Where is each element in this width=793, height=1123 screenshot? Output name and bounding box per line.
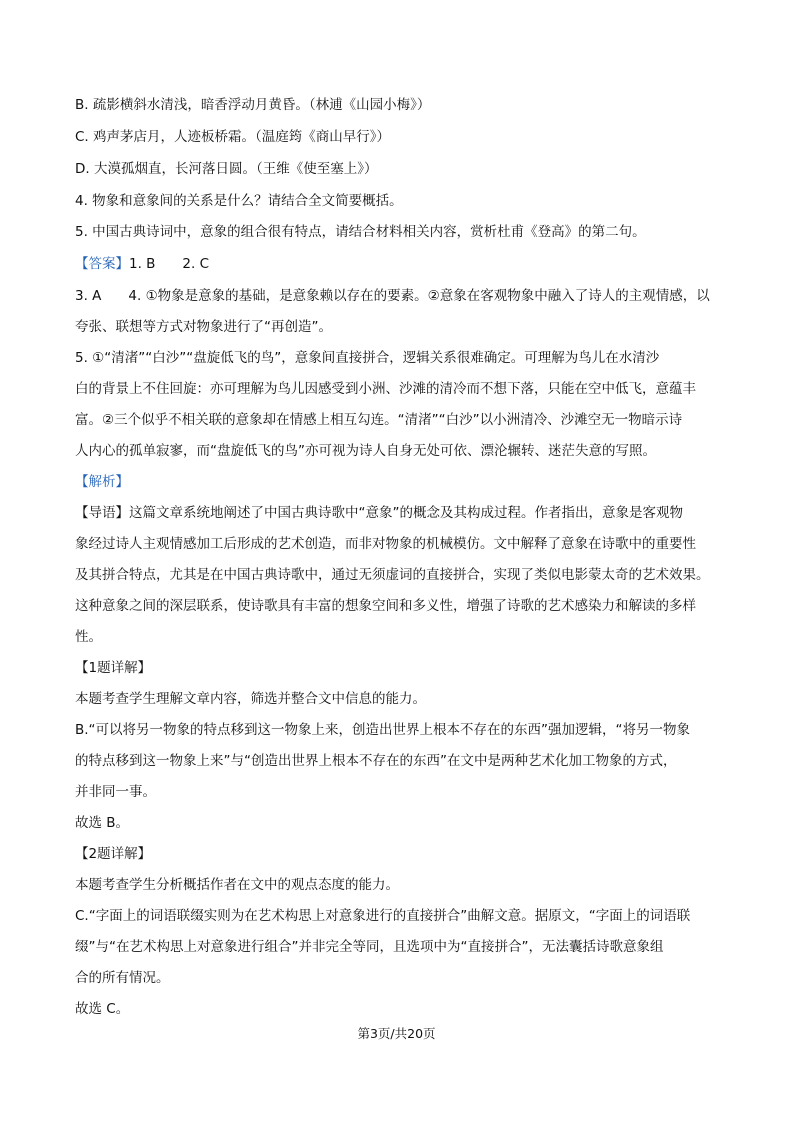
- intro-line-2: 象经过诗人主观情感加工后形成的艺术创造，而非对物象的机械模仿。文中解释了意象在诗歌中的重要性: [75, 536, 696, 552]
- intro-line-4: 这种意象之间的深层联系，使诗歌具有丰富的想象空间和多义性，增强了诗歌的艺术感染力和解读的多样: [75, 598, 696, 614]
- q1-detail-line-1: 本题考查学生理解文章内容，筛选并整合文中信息的能力。: [75, 691, 426, 707]
- q2-detail-line-1: 本题考查学生分析概括作者在文中的观点态度的能力。: [75, 877, 399, 893]
- answer-3-4-line: 3. A 4. ①物象是意象的基础，是意象赖以存在的要素。②意象在客观物象中融入了诗人的主观情感，以: [75, 288, 710, 304]
- intro-line-1: 【导语】这篇文章系统地阐述了中国古典诗歌中“意象”的概念及其构成过程。作者指出，意象是客观物: [75, 505, 683, 521]
- answer-5-line-2: 白的背景上不住回旋：亦可理解为鸟儿因感受到小洲、沙滩的清冷而不想下落，只能在空中低飞，意蕴丰: [75, 381, 696, 397]
- page-number-footer: 第3页/共20页: [357, 1026, 436, 1041]
- q2-detail-line-3: 缀”与“在艺术构思上对意象进行组合”并非完全等同，且选项中为“直接拼合”，无法囊括诗歌意象组: [75, 939, 664, 955]
- q1-detail-line-2: B.“可以将另一物象的特点移到这一物象上来，创造出世界上根本不存在的东西”强加逻辑，“将另一物象: [75, 722, 691, 738]
- q1-conclusion: 故选 B。: [75, 815, 130, 831]
- intro-line-3: 及其拼合特点，尤其是在中国古典诗歌中，通过无须虚词的直接拼合，实现了类似电影蒙太奇的艺术效果。: [75, 567, 710, 583]
- answer-4-cont-line: 夸张、联想等方式对物象进行了“再创造”。: [75, 319, 332, 335]
- analysis-tag: 【解析】: [75, 474, 129, 490]
- intro-line-5: 性。: [75, 629, 102, 645]
- question-4-line: 4. 物象和意象间的关系是什么？请结合全文简要概括。: [75, 193, 403, 209]
- answer-5-line-4: 人内心的孤单寂寥，而“盘旋低飞的鸟”亦可视为诗人自身无处可依、漂沦辗转、迷茫失意的写照。: [75, 443, 656, 459]
- answer-tag: 【答案】: [75, 256, 129, 272]
- q1-detail-line-4: 并非同一事。: [75, 784, 156, 800]
- q2-detail-line-2: C.“字面上的词语联缀实则为在艺术构思上对意象进行的直接拼合”曲解文意。据原文，“字面上的词语联: [75, 908, 691, 924]
- option-c-line: C. 鸡声茅店月，人迹板桥霜。（温庭筠《商山早行》）: [75, 129, 391, 145]
- answer-5-line-3: 富。②三个似乎不相关联的意象却在情感上相互勾连。“清渚”“白沙”以小洲清冷、沙滩空无一物暗示诗: [75, 412, 683, 428]
- answer-values: 1. B 2. C: [129, 256, 210, 272]
- q1-detail-heading: 【1题详解】: [75, 660, 152, 676]
- question-5-line: 5. 中国古典诗词中，意象的组合很有特点，请结合材料相关内容，赏析杜甫《登高》的第二句。: [75, 224, 646, 240]
- q2-detail-heading: 【2题详解】: [75, 846, 152, 862]
- option-b-line: B. 疏影横斜水清浅，暗香浮动月黄昏。（林逋《山园小梅》）: [75, 97, 431, 113]
- q2-detail-line-4: 合的所有情况。: [75, 970, 170, 986]
- option-d-line: D. 大漠孤烟直，长河落日圆。（王维《使至塞上》）: [75, 161, 378, 177]
- answer-5-line-1: 5. ①“清渚”“白沙”“盘旋低飞的鸟”，意象间直接拼合，逻辑关系很难确定。可理解为鸟儿在水清沙: [75, 350, 660, 366]
- answer-line: [75, 254, 725, 274]
- q1-detail-line-3: 的特点移到这一物象上来”与“创造出世界上根本不存在的东西”在文中是两种艺术化加工物象的方式，: [75, 753, 677, 769]
- q2-conclusion: 故选 C。: [75, 1001, 130, 1017]
